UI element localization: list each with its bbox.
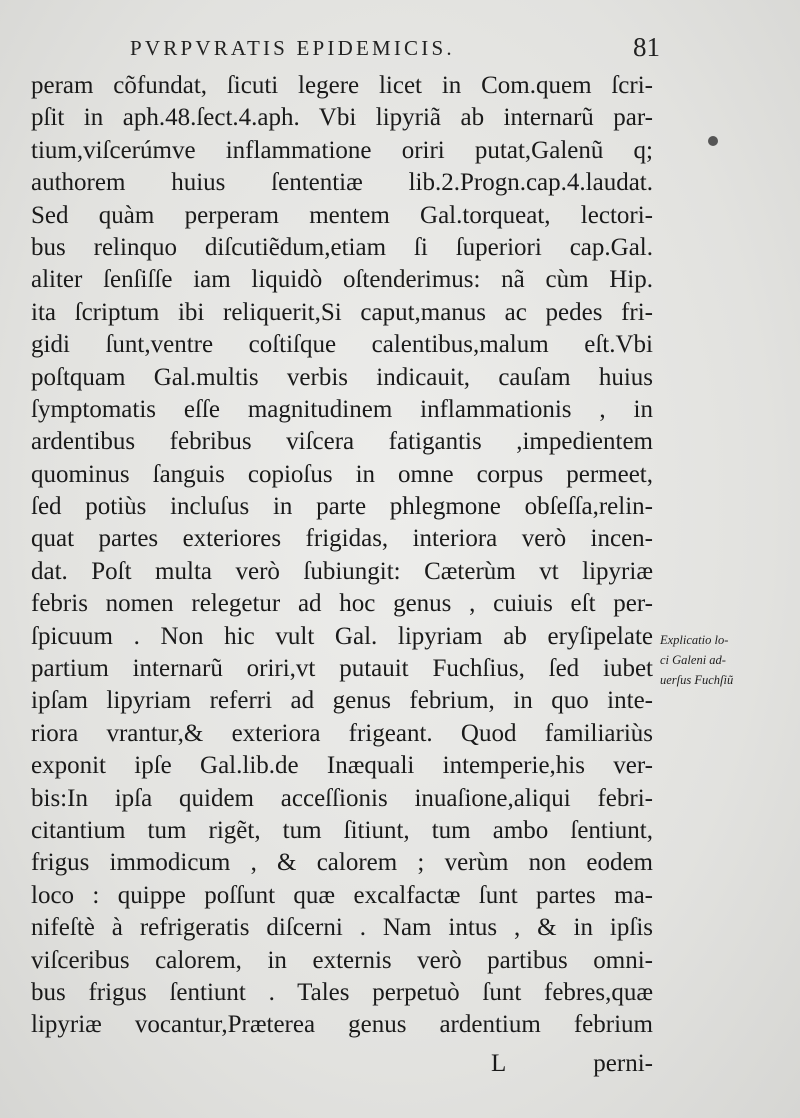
text-line: ardentibus febribus viſcera fatigantis ,impedientem xyxy=(31,428,653,456)
text-line: ita ſcriptum ibi reliquerit,Si caput,manus ac pedes fri- xyxy=(31,298,653,326)
page-number: 81 xyxy=(633,32,660,62)
text-line: ſpicuum . Non hic vult Gal. lipyriam ab eryſipelate xyxy=(31,622,653,650)
ink-speck xyxy=(708,136,718,146)
text-line: ſymptomatis eſſe magnitudinem inflammationis , in xyxy=(31,395,653,423)
text-line: viſceribus calorem, in externis verò partibus omni- xyxy=(31,946,653,974)
main-text-block xyxy=(31,70,653,1042)
text-line: partium internarũ oriri,vt putauit Fuchſius, ſed iubet xyxy=(31,655,653,683)
text-line: ſed potiùs incluſus in parte phlegmone obſeſſa,relin- xyxy=(31,493,653,521)
text-line: citantium tum rigẽt, tum ſitiunt, tum ambo ſentiunt, xyxy=(31,816,653,844)
text-line: exponit ipſe Gal.lib.de Inæquali intemperie,his ver- xyxy=(31,752,653,780)
text-line: febris nomen relegetur ad hoc genus , cuiuis eſt per- xyxy=(31,590,653,618)
text-line: dat. Poſt multa verò ſubiungit: Cæterùm vt lipyriæ xyxy=(31,557,653,585)
text-line: nifeſtè à refrigeratis diſcerni . Nam intus , & in ipſis xyxy=(31,914,653,942)
marginal-note-line: Explicatio lo- xyxy=(660,633,729,647)
text-line: pſit in aph.48.ſect.4.aph. Vbi lipyriã ab internarũ par- xyxy=(31,104,653,132)
text-line: riora vrantur,& exteriora frigeant. Quod familiariùs xyxy=(31,719,653,747)
text-line: frigus immodicum , & calorem ; verùm non eodem xyxy=(31,849,653,877)
text-line: Sed quàm perperam mentem Gal.torqueat, lectori- xyxy=(31,201,653,229)
text-line: peram cõfundat, ſicuti legere licet in Com.quem ſcri- xyxy=(31,72,653,99)
marginal-note-line: ci Galeni ad- xyxy=(660,653,726,667)
text-line: tium,viſcerúmve inflammatione oriri putat,Galenũ q; xyxy=(31,136,653,164)
text-line: authorem huius ſententiæ lib.2.Progn.cap.4.laudat. xyxy=(31,169,653,197)
page-header xyxy=(130,32,660,66)
text-line: bus frigus ſentiunt . Tales perpetuò ſunt febres,quæ xyxy=(31,978,653,1006)
text-line: quat partes exteriores frigidas, interiora verò incen- xyxy=(31,525,653,553)
text-line: poſtquam Gal.multis verbis indicauit, cauſam huius xyxy=(31,363,653,391)
catchword: perni- xyxy=(593,1050,653,1077)
text-line: bus relinquo diſcutiẽdum,etiam ſi ſuperiori cap.Gal. xyxy=(31,233,653,261)
text-line: ipſam lipyriam referri ad genus febrium, in quo inte- xyxy=(31,687,653,715)
text-line: aliter ſenſiſſe iam liquidò oſtenderimus: nã cùm Hip. xyxy=(31,266,653,294)
marginal-note xyxy=(660,630,795,690)
text-line: loco : quippe poſſunt quæ excalfactæ ſunt partes ma- xyxy=(31,881,653,909)
page-footer xyxy=(31,1050,653,1084)
text-line: bis:In ipſa quidem acceſſionis inuaſione,aliqui febri- xyxy=(31,784,653,812)
text-line: quominus ſanguis copioſus in omne corpus permeet, xyxy=(31,460,653,488)
text-line: gidi ſunt,ventre coſtiſque calentibus,malum eſt.Vbi xyxy=(31,331,653,359)
text-line: lipyriæ vocantur,Præterea genus ardentium febrium xyxy=(31,1011,653,1039)
running-title: PVRPVRATIS EPIDEMICIS. xyxy=(130,36,455,60)
signature-mark: L xyxy=(491,1050,507,1077)
marginal-note-line: uerſus Fuchſiũ xyxy=(660,673,734,687)
